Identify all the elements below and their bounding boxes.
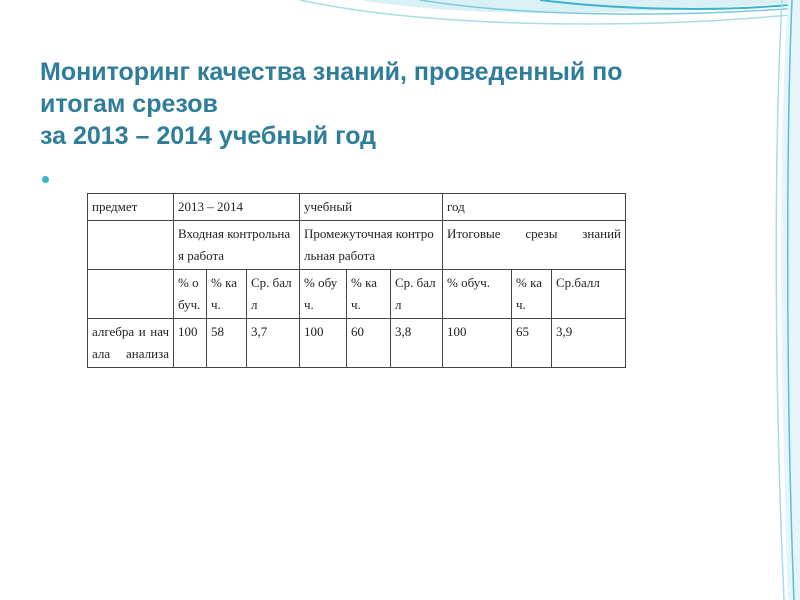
subheader-final-kach: % кач. [512,270,552,319]
table-header-row [88,194,626,221]
slide-title-line-3: за 2013 – 2014 учебный год [40,122,377,150]
table-subheader-row [88,270,626,319]
cell-inter-kach: 60 [347,319,391,368]
decorative-wave-right [760,0,800,600]
header-year-part2: учебный [300,194,443,221]
cell-inter-obuch: 100 [300,319,347,368]
subheader-entry-obuch: % обуч. [174,270,207,319]
bullet-dot [42,176,49,183]
header-subject: предмет [88,194,174,221]
slide-title-line-1: Мониторинг качества знаний, проведенный по [40,58,623,86]
empty-cell [88,221,174,270]
subheader-inter-avg: Ср. балл [391,270,443,319]
results-table [87,193,626,368]
empty-cell [88,270,174,319]
cell-final-obuch: 100 [443,319,512,368]
decorative-wave-top [0,0,800,60]
group-final-test: Итоговые срезы знаний [443,221,626,270]
subheader-final-obuch: % обуч. [443,270,512,319]
table-group-row [88,221,626,270]
cell-final-kach: 65 [512,319,552,368]
header-year-part3: год [443,194,626,221]
subheader-final-avg: Ср.балл [552,270,626,319]
cell-inter-avg: 3,8 [391,319,443,368]
slide-title-line-2: итогам срезов [40,90,218,118]
subheader-entry-kach: % кач. [207,270,247,319]
subheader-inter-obuch: % обуч. [300,270,347,319]
group-intermediate-test: Промежуточная контрольная работа [300,221,443,270]
cell-entry-kach: 58 [207,319,247,368]
slide-title [40,56,760,152]
subheader-entry-avg: Ср. балл [247,270,300,319]
group-entry-test: Входная контрольная работа [174,221,300,270]
cell-entry-avg: 3,7 [247,319,300,368]
row-subject: алгебра и начала анализа [88,319,174,368]
header-year-part1: 2013 – 2014 [174,194,300,221]
cell-final-avg: 3,9 [552,319,626,368]
cell-entry-obuch: 100 [174,319,207,368]
subheader-inter-kach: % кач. [347,270,391,319]
table-row [88,319,626,368]
